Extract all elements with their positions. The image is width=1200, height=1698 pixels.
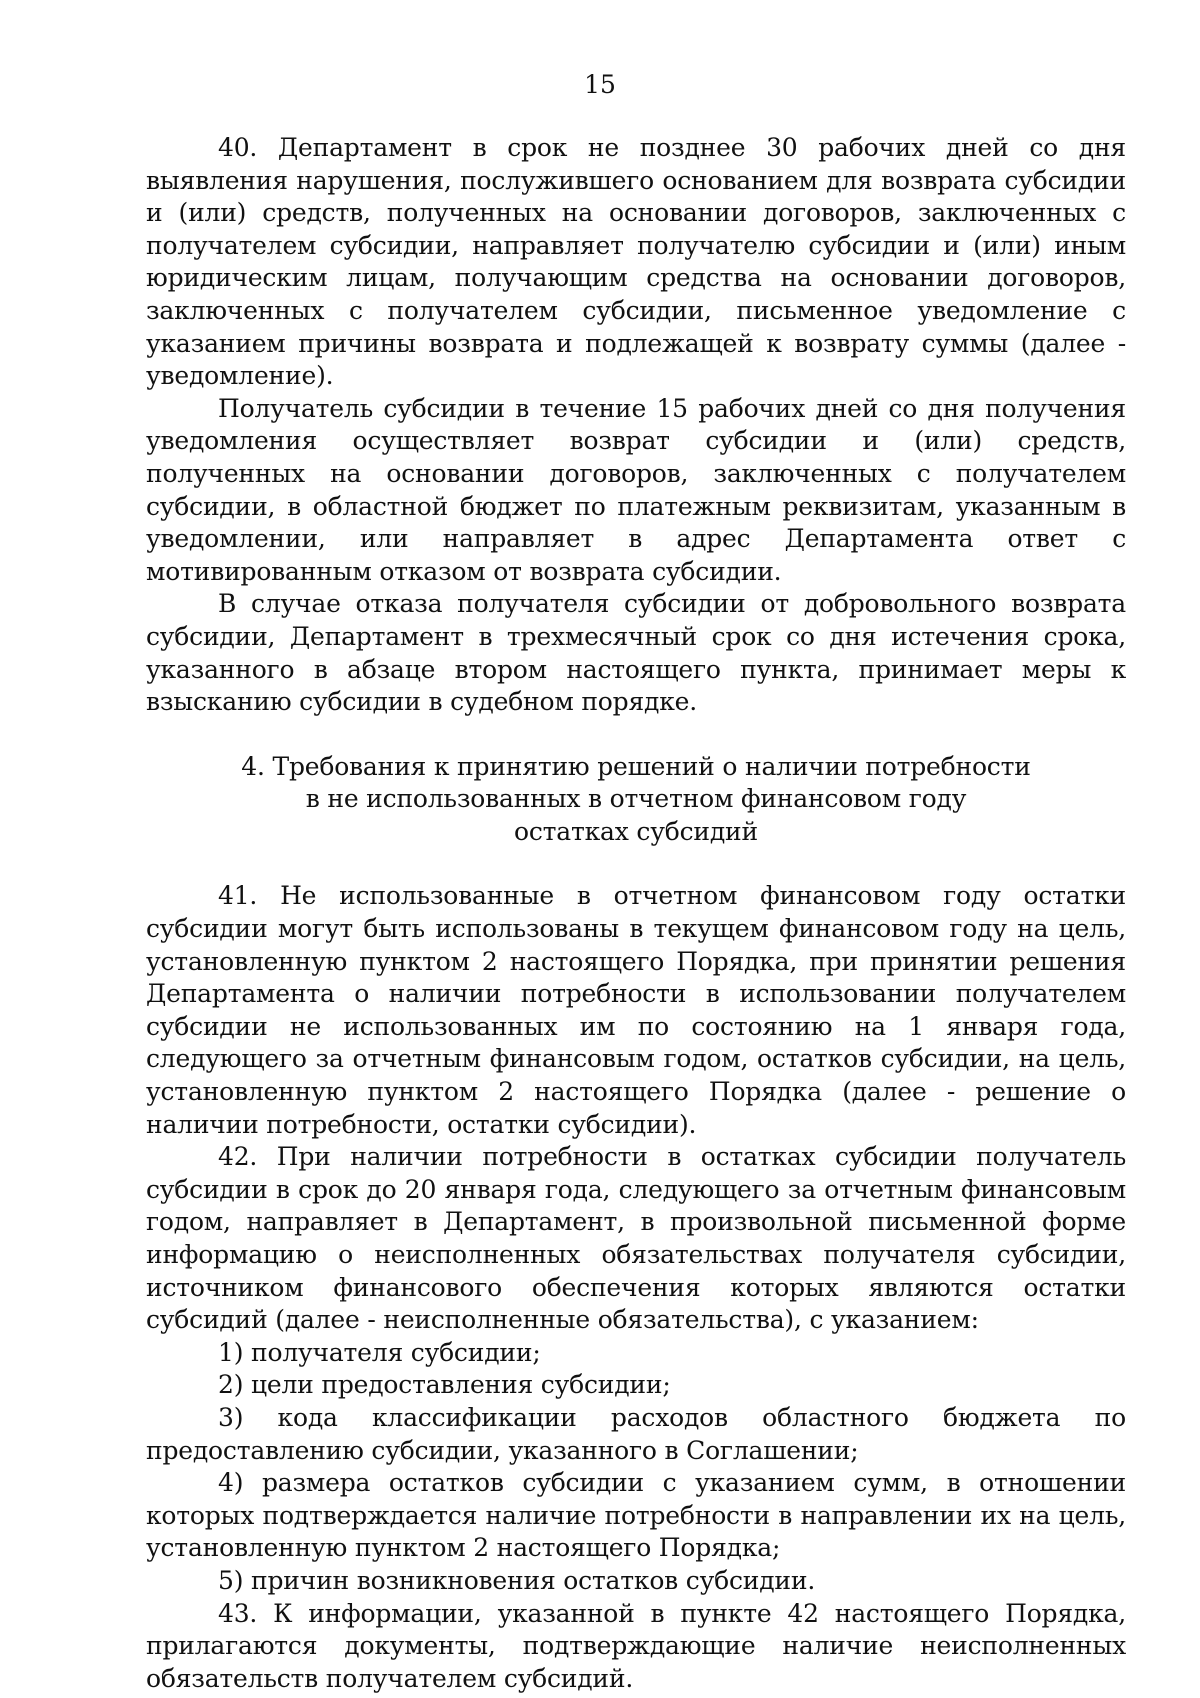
list-item-4: 4) размера остатков субсидии с указанием сумм, в отношении которых подтверждается наличие потребности в направлении их на цель, установленную пунктом 2 настоящего Порядка; [146,1468,1126,1563]
section-heading-line-3: остатках субсидий [514,816,758,846]
page-number: 15 [584,70,616,99]
paragraph-42: 42. При наличии потребности в остатках субсидии получатель субсидии в срок до 20 января года, следующего за отчетным финансовым годом, направляет в Департамент, в произвольной письменной форме информацию о неисполненных обязательствах получателя субсидии, источником финансового обеспечения которых являются остатки субсидий (далее - неисполненные обязательства), с указанием: [146,1142,1126,1335]
document-body [146,132,1126,1695]
paragraph-40-return: Получатель субсидии в течение 15 рабочих дней со дня получения уведомления осуществляет возврат субсидии и (или) средств, полученных на основании договоров, заключенных с получателем субсидии, в областной бюджет по платежным реквизитам, указанным в уведомлении, или направляет в адрес Департамента ответ с мотивированным отказом от возврата субсидии. [146,393,1126,586]
paragraph-40: 40. Департамент в срок не позднее 30 рабочих дней со дня выявления нарушения, послужившего основанием для возврата субсидии и (или) средств, полученных на основании договоров, заключенных с получателем субсидии, направляет получателю субсидии и (или) иным юридическим лицам, получающим средства на основании договоров, заключенных с получателем субсидии, письменное уведомление с указанием причины возврата и подлежащей к возврату суммы (далее - уведомление). [146,133,1126,391]
list-item-3: 3) кода классификации расходов областного бюджета по предоставлению субсидии, указанного в Соглашении; [146,1402,1126,1465]
paragraph-41: 41. Не использованные в отчетном финансовом году остатки субсидии могут быть использованы в текущем финансовом году на цель, установленную пунктом 2 настоящего Порядка, при принятии решения Департамента о наличии потребности в использовании получателем субсидии не использованных им по состоянию на 1 января года, следующего за отчетным финансовым годом, остатков субсидии, на цель, установленную пунктом 2 настоящего Порядка (далее - решение о наличии потребности, остатки субсидии). [146,881,1126,1139]
section-heading-line-1: 4. Требования к принятию решений о наличии потребности [241,751,1031,781]
list-item-2: 2) цели предоставления субсидии; [218,1370,671,1400]
paragraph-43: 43. К информации, указанной в пункте 42 настоящего Порядка, прилагаются документы, подтверждающие наличие неисполненных обязательств получателем субсидий. [146,1598,1126,1693]
list-item-1: 1) получателя субсидии; [218,1337,541,1367]
section-heading-line-2: в не использованных в отчетном финансовом году [305,784,967,814]
paragraph-40-refusal: В случае отказа получателя субсидии от добровольного возврата субсидии, Департамент в трехмесячный срок со дня истечения срока, указанного в абзаце втором настоящего пункта, принимает меры к взысканию субсидии в судебном порядке. [146,589,1126,717]
section-heading [146,751,1126,849]
list-item-5: 5) причин возникновения остатков субсидии. [218,1565,816,1595]
